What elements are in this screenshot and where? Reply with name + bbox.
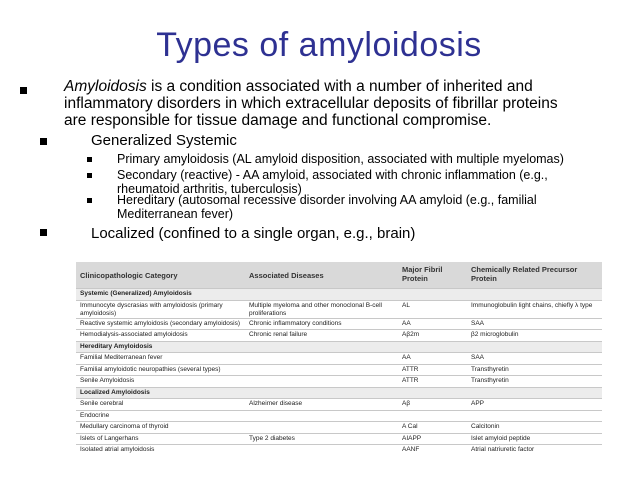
table-cell: APP: [471, 400, 485, 407]
table-cell: Reactive systemic amyloidosis (secondary amyloidosis): [80, 319, 241, 327]
table-cell: Aβ: [402, 400, 411, 407]
table-cell: Medullary carcinoma of thyroid: [80, 423, 169, 430]
bullet-icon: [87, 198, 92, 203]
systemic-item-line: Mediterranean fever): [117, 207, 234, 221]
table-cell: AA: [402, 354, 411, 361]
bullet-icon: [87, 157, 92, 162]
table-cell: Hemodialysis-associated amyloidosis: [80, 331, 188, 338]
table-cell: Transthyretin: [471, 377, 509, 384]
table-cell: Multiple myeloma and other monoclonal B-cell proliferations: [249, 301, 382, 317]
table-cell: Transthyretin: [471, 365, 509, 373]
table-cell: Type 2 diabetes: [249, 434, 295, 442]
table-cell: ATTR: [402, 365, 419, 373]
table-row: [76, 300, 602, 319]
table-row: [76, 444, 602, 457]
table-cell: Endocrine: [80, 411, 110, 419]
table-cell: Familial amyloidotic neuropathies (several types): [80, 365, 221, 373]
bullet-icon: [20, 87, 27, 94]
table-cell: SAA: [471, 354, 485, 361]
table-cell: AL: [402, 301, 410, 309]
table-cell: AANF: [402, 446, 420, 453]
intro-italic-term: Amyloidosis: [64, 78, 147, 95]
intro-paragraph: [64, 78, 624, 129]
systemic-item-line: Secondary (reactive) - AA amyloid, associated with chronic inflammation (e.g.,: [117, 168, 548, 182]
table-cell: Localized Amyloidosis: [80, 388, 150, 396]
table-cell: Islet amyloid peptide: [471, 434, 531, 442]
table-cell: Senile cerebral: [80, 400, 124, 407]
table-cell: Immunocyte dyscrasias with amyloidosis (primary amyloidosis): [80, 301, 223, 317]
table-cell: Islets of Langerhans: [80, 434, 139, 442]
systemic-item-secondary: [117, 168, 587, 196]
table-cell: Senile Amyloidosis: [80, 377, 135, 384]
table-cell: Isolated atrial amyloidosis: [80, 446, 155, 453]
systemic-item-line: Hereditary (autosomal recessive disorder involving AA amyloid (e.g., familial: [117, 193, 537, 207]
bullet-icon: [40, 229, 47, 236]
systemic-item-primary: [117, 152, 587, 166]
table-cell: SAA: [471, 319, 485, 327]
bullet-icon: [87, 173, 92, 178]
table-cell: β2 microglobulin: [471, 331, 519, 338]
table-header-cell: Clinicopathologic Category: [80, 271, 178, 280]
table-cell: A Cal: [402, 423, 418, 430]
table-cell: Immunoglobulin light chains, chiefly λ type: [471, 301, 593, 309]
table-cell: Alzheimer disease: [249, 400, 303, 407]
table-header-cell: Associated Diseases: [249, 271, 324, 280]
table-cell: ATTR: [402, 377, 419, 384]
table-cell: Calcitonin: [471, 423, 500, 430]
systemic-item-line: Primary amyloidosis (AL amyloid disposition, associated with multiple myelomas): [117, 152, 564, 166]
slide-title: Types of amyloidosis: [156, 26, 482, 64]
table-header-cell: Major Fibril Protein: [402, 265, 443, 283]
intro-text-3: are responsible for tissue damage and functional compromise.: [64, 112, 492, 129]
table-cell: Chronic renal failure: [249, 331, 308, 338]
localized-label: Localized (confined to a single organ, e.g., brain): [91, 225, 416, 242]
table-cell: AA: [402, 319, 411, 327]
table-cell: Aβ2m: [402, 331, 420, 338]
table-cell: Hereditary Amyloidosis: [80, 342, 153, 350]
table-cell: Familial Mediterranean fever: [80, 354, 163, 361]
systemic-item-hereditary: [117, 193, 587, 221]
table-cell: AIAPP: [402, 434, 422, 442]
bullet-icon: [40, 138, 47, 145]
table-header-cell: Chemically Related Precursor Protein: [471, 265, 578, 283]
systemic-item-line: rheumatoid arthritis, tuberculosis): [117, 182, 302, 196]
table-cell: Chronic inflammatory conditions: [249, 319, 342, 327]
table-cell: Systemic (Generalized) Amyloidosis: [80, 290, 192, 297]
intro-text-1: is a condition associated with a number of inherited and: [146, 78, 533, 95]
intro-text-2: inflammatory disorders in which extracellular deposits of fibrillar proteins: [64, 95, 558, 112]
table-cell: Atrial natriuretic factor: [471, 446, 535, 453]
systemic-label: Generalized Systemic: [91, 132, 237, 149]
amyloidosis-table: [76, 262, 602, 474]
